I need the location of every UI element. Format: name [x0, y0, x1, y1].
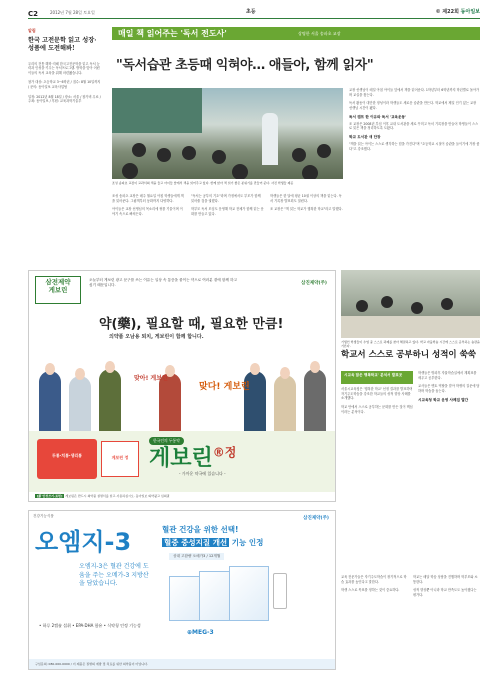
ad-footer	[29, 492, 335, 501]
model-figure	[244, 371, 266, 431]
paragraph: 학생들은 한 달에 평균 10권 이상의 책을 읽는다. 독서 기록장 발표회도 열린다.	[270, 194, 342, 203]
notice-body	[28, 62, 101, 104]
product-box	[229, 566, 269, 621]
ad-handwriting: 오엠지-3은 혈관 건강에 도움을 주는 오메가-3 지방산을 담았습니다.	[79, 563, 149, 588]
section-label-box: 시교육 많은 행복학교' 분석서 발표곳	[341, 371, 413, 384]
notice-paragraph: 참가 대상: 초등학교 3~6학년 / 접수: 8월 10일까지 / 문의: 동아일보 교육사업팀	[28, 80, 101, 90]
blackboard	[112, 88, 202, 133]
ad-brand-box	[35, 276, 81, 304]
student-head	[381, 296, 393, 308]
ad-handwriting: 맞아! 게보린	[134, 375, 168, 382]
paragraph: 학생들은 방과후 자율학습실에서 계획표를 세우고 공부한다.	[418, 371, 477, 380]
model-figure	[304, 369, 326, 431]
paragraph: "책을 읽는 아이는 스스로 생각하는 힘을 가진다"며 "초등학교 시절이 습관을 들이기에 가장 좋다"고 강조했다.	[349, 142, 480, 151]
ad-subslogan: 의약품 오남용 퇴치, 게보린이 함께 합니다.	[109, 334, 204, 340]
desk	[341, 316, 480, 338]
banner-author: 상명한 서울 송파초 교장	[298, 31, 341, 36]
product-box: 게보린 정	[101, 441, 139, 477]
ad-company: 삼진제약(주)	[303, 516, 329, 521]
ad-footer: 구입문의: 080-000-0000 / 이 제품은 질병의 예방 및 치료를 위한 의약품이 아닙니다.	[29, 659, 335, 669]
ad-headline: 혈관 건강을 위한 선택!	[162, 525, 239, 534]
student-head	[411, 302, 423, 314]
ad-strap: 건강기능식품	[33, 514, 54, 518]
brand-line: 게보린	[48, 285, 68, 294]
product-name-text: 게보린	[149, 446, 213, 471]
paragraph: 학교 안에서 스스로 공부하는 문화를 만든 것이 핵심이라는 분석이다.	[341, 404, 413, 414]
paragraph: 조 교장은 2008년 부임 이후 교내 도서관을 새로 꾸미고 독서 기록장을 만들어 학생들이 스스로 읽은 책을 정리하도록 도왔다.	[349, 121, 479, 131]
notice-column	[28, 28, 101, 109]
student-head	[317, 144, 331, 158]
paper-logo: © 제22회 동아일보	[435, 9, 480, 15]
paragraph: 조 교장은 "책 읽는 학교가 행복한 학교"라고 말했다.	[270, 207, 343, 212]
ad-note: 상대 고함량 오메가3 / 12개월	[169, 553, 224, 560]
brand-line: 삼전제약	[45, 278, 71, 286]
classroom-photo	[112, 88, 343, 179]
model-head	[75, 368, 85, 380]
article-right-column	[349, 88, 480, 156]
ad-company: 삼진제약(주)	[301, 281, 327, 286]
model-head	[105, 361, 115, 373]
photo-caption: 기생인 학생들이 수업 중 스스로 과제를 찾아 해결하고 있다. 학교 자율학습 시간에 스스로 공부하는 습관을 기른다.	[341, 340, 480, 349]
product-tagline: - 가까운 약국에 있습니다 -	[179, 471, 226, 476]
paragraph: 서울시교육청은 '행복한 학교' 선정 결과를 발표하며 자기주도학습을 강조한 학교들의 성적 향상 사례를 소개했다.	[341, 387, 413, 401]
ad-models-photo	[29, 351, 335, 431]
product-bottle	[273, 573, 287, 609]
student-head	[292, 148, 306, 162]
model-figure	[39, 371, 61, 431]
model-figure	[274, 375, 296, 431]
ad-footer-badge: [新 안전쓰기·표현]	[37, 494, 63, 498]
issue-date: 2012년 7월 28일 토요일	[50, 10, 95, 15]
notice-title: 한국 고전문학 읽고 성장·성품에 도전해봐!	[28, 36, 97, 53]
ad-footer-text: 게보린은 반드시 의약품 설명서를 읽고 사용하십시오. 동아일보 의약광고 심의필	[65, 494, 170, 498]
paragraph: 교사들은 멘토 역할을 맡아 학생의 질문에 답하며 학습을 돕는다.	[418, 384, 480, 393]
paragraph: 학부모 독서 모임도 운영해 학교 전체가 함께 읽는 문화를 만들고 있다.	[191, 207, 264, 216]
student-head	[157, 148, 171, 162]
article-headline: "독서습관 초등때 익혀야… 애들아, 함께 읽자"	[116, 58, 374, 73]
paragraph: "독서는 공부의 기초"라며 가정에서도 부모가 함께 읽어줄 것을 권했다.	[191, 194, 261, 203]
notice-paragraph: 우리의 전통 해학·지혜 한국고전문학을 읽고 독서 능력과 인성을 키우는 독서프로그램. 방학을 맞아 어린이들의 독서 교육을 위해 마련됐습니다.	[28, 61, 100, 75]
text-column	[112, 194, 185, 221]
student-head	[302, 165, 318, 179]
teacher-figure	[262, 113, 278, 165]
product-boxes	[169, 566, 329, 626]
product-pill-label: 한국인의 두통약	[149, 437, 184, 445]
photo-caption: 조성 송파초 교장이 교과서의 책을 들고 아이들 앞에서 책을 읽어주고 있다. 함께 앉아 책 읽기 좋은 분위기를 만들어 준다. 사진 학생들 제공	[112, 181, 294, 185]
article-column	[341, 387, 413, 418]
notice-paragraph: 일정: 2012년 8월 18일 / 장소: 서울 / 참가비 무료 / 주최: 동아일보 / 후원: 교육과학기술부	[28, 94, 101, 104]
model-head	[45, 363, 55, 375]
banner-title: 매일 책 읽어주는 '독서 전도사'	[118, 29, 227, 38]
page-number: C2	[28, 10, 39, 18]
paragraph: 성적 향상뿐 아니라 학교 만족도도 높아졌다는 평가다.	[413, 588, 477, 597]
ad-badge: 혈중 중성지질 개선	[164, 538, 228, 547]
paragraph: 독서 활동이 대단한 정성이라 학생들도 새로운 습관을 만든다. 학교에서 제일 인기 있는 교장 선생님 시간이 됐다.	[349, 101, 477, 110]
product-box: 두통·치통·생리통	[37, 439, 97, 479]
student-head	[122, 163, 138, 179]
article-bottom-columns	[341, 575, 480, 602]
paragraph: 교육 전문가들은 자기주도학습이 장기적으로 학습 효과를 높인다고 말한다.	[341, 575, 407, 584]
student-head	[356, 300, 368, 312]
ad-headline-2	[162, 538, 263, 549]
subheading: 시교육청 학교 운영 사례집 발간	[418, 397, 469, 402]
page-header	[28, 9, 480, 19]
paragraph: 교장 선생님이 매일 아침 아이들 앞에서 책을 읽어준다. 1학년부터 6학년까지 학년별로 돌아가며 교실을 찾는다.	[349, 88, 480, 97]
student-head	[132, 143, 146, 157]
paragraph: 아이들은 교장 선생님의 목소리에 귀를 기울이며 이야기 속으로 빠져든다.	[112, 207, 183, 216]
model-head	[310, 361, 320, 373]
study-photo	[341, 270, 480, 338]
model-head	[280, 367, 290, 379]
paragraph: 조성 송파초 교장은 매주 월요일 아침 학생들에게 책을 읽어준다. 그림책부터 동화까지 다양하다.	[112, 194, 184, 203]
ad-product-title: 오엠지-3	[35, 528, 132, 556]
article-body	[112, 194, 343, 221]
ad-bullets: • 하루 2캡슐 섭취 • EPA·DHA 함유 • 식약청 인정 기능성	[39, 623, 141, 628]
student-head	[212, 150, 226, 164]
paragraph: 학교는 매달 학습 상담을 진행하며 학부모와 소통한다.	[413, 575, 478, 584]
omega3-advertisement	[28, 510, 336, 670]
student-head	[232, 164, 248, 179]
geborin-advertisement	[28, 270, 336, 502]
student-head	[182, 146, 196, 160]
section-name: 초등	[246, 9, 256, 15]
article-column	[418, 371, 480, 405]
ad-handwriting: 맞다! 게보린	[199, 382, 250, 392]
ad-headline-2-text: 기능 인정	[229, 538, 264, 547]
notice-tag: 알림	[28, 28, 36, 33]
subheading: 학교 도서관 새 단장	[349, 135, 381, 140]
student-head	[441, 298, 453, 310]
ad-intro-text: 오늘부터 게보린 광고 문구를 쓰는 이유는 일상 속 통증을 줄이는 약으로 여러분 곁에 함께 하고 싶기 때문입니다.	[89, 278, 237, 288]
text-column	[270, 194, 343, 221]
text-column	[341, 575, 408, 602]
model-head	[250, 363, 260, 375]
model-figure	[99, 369, 121, 431]
product-mark: ®정	[212, 445, 237, 460]
article-subheadline: 학교서 스스로 공부하니 성적이 쑥쑥	[341, 350, 477, 360]
ad-slogan: 약(藥), 필요할 때, 필요한 만큼!	[99, 317, 284, 332]
text-column	[191, 194, 264, 221]
paragraph: 학생 스스로 목표를 정하는 것이 중요하다.	[341, 588, 400, 593]
article-banner	[112, 27, 480, 40]
model-figure	[69, 376, 91, 431]
product-logo: ⊕MEG-3	[187, 629, 214, 636]
text-column	[413, 575, 480, 602]
subheading: 독서 캠프 한 이유와 독서 '교육운동'	[349, 114, 407, 119]
